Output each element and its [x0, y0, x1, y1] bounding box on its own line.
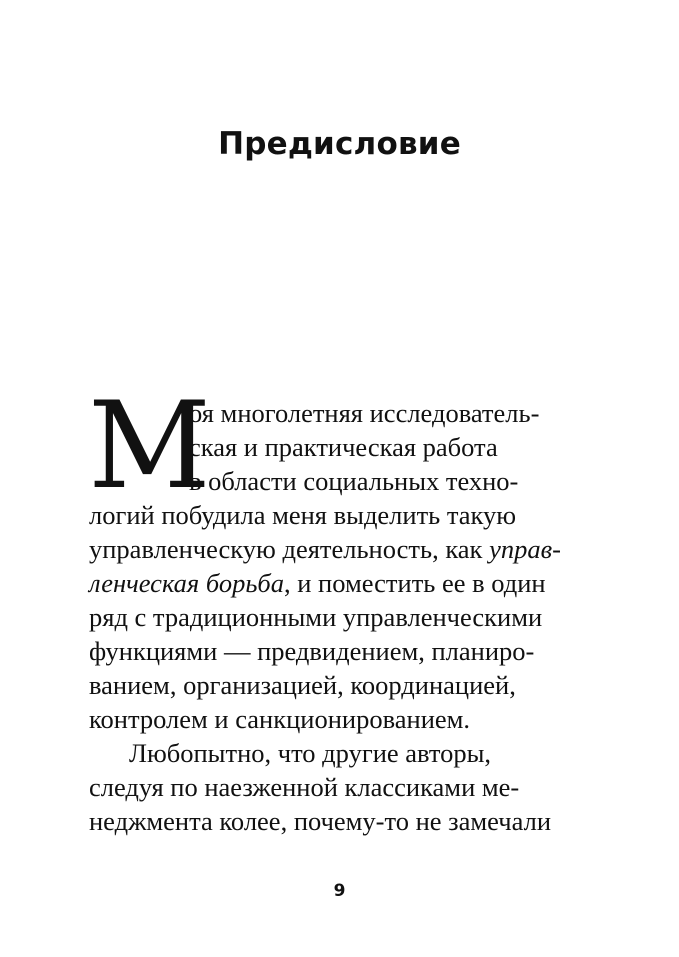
drop-cap: М	[88, 377, 211, 516]
text-line: ряд с традиционными управленческими	[89, 602, 543, 632]
text-line	[89, 532, 561, 566]
text-line: Любопытно, что другие авторы,	[129, 738, 492, 768]
page-title: Предисловие	[218, 126, 461, 162]
italic-term: ленческая борьба	[89, 568, 284, 598]
page-number: 9	[333, 881, 346, 901]
text-span: управленческую деятельность, как	[89, 534, 483, 564]
text-line: логий побудила меня выделить такую	[89, 500, 517, 530]
text-line: в области социальных техно-	[189, 466, 519, 496]
text-line: неджмента колее, почему-то не замечали	[89, 806, 552, 836]
text-line: следуя по наезженной классиками ме-	[89, 772, 520, 802]
text-span: , и поместить ее в один	[284, 568, 546, 598]
text-line: ская и практическая работа	[189, 432, 498, 462]
text-line: функциями — предвидением, планиро-	[89, 636, 535, 666]
italic-term: управ-	[489, 534, 561, 564]
text-line: оя многолетняя исследователь-	[189, 398, 540, 428]
text-line	[89, 566, 546, 600]
text-line: контролем и санкционированием.	[89, 704, 471, 734]
text-line: ванием, организацией, координацией,	[89, 670, 516, 700]
